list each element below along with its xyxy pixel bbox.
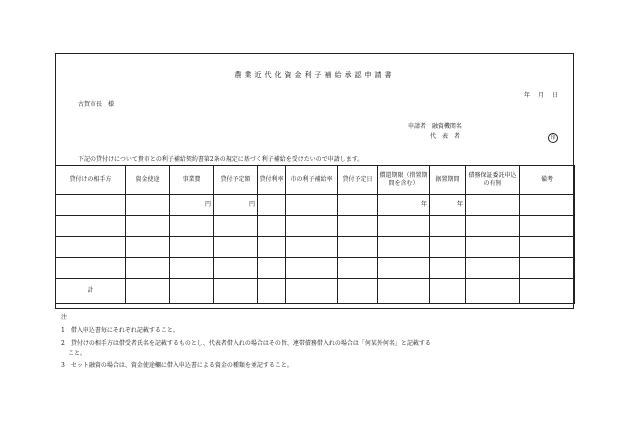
table-cell	[430, 237, 466, 258]
table-cell	[56, 216, 126, 237]
table-row	[56, 258, 575, 279]
table-cell	[126, 237, 170, 258]
table-cell	[214, 258, 258, 279]
table-cell	[258, 195, 286, 216]
table-cell	[126, 279, 170, 304]
table-cell	[286, 195, 338, 216]
table-row	[56, 195, 575, 216]
table-cell	[378, 237, 430, 258]
table-cell	[170, 237, 214, 258]
table-cell	[430, 258, 466, 279]
table-cell	[430, 279, 466, 304]
header-repayment-term: 償還期限（措置期間を含む）	[378, 166, 430, 195]
table-cell	[214, 279, 258, 304]
table-cell	[258, 237, 286, 258]
table-cell	[520, 279, 575, 304]
table-cell	[378, 258, 430, 279]
application-form	[55, 53, 574, 309]
table-cell	[126, 195, 170, 216]
addressee: 古賀市長 様	[78, 101, 115, 108]
representative-label: 代表者	[430, 133, 467, 140]
header-project-cost: 事業費	[170, 166, 214, 195]
header-interest-rate: 貸付利率	[258, 166, 286, 195]
table-cell	[170, 279, 214, 304]
note-item-3: 3 セット融資の場合は、資金使途欄に借入申込書による資金の種類を並記すること。	[61, 362, 293, 369]
total-label: 計	[56, 279, 126, 304]
unit-year: 年	[430, 195, 466, 216]
header-remarks: 備考	[520, 166, 575, 195]
header-loan-amount: 貸付予定額	[214, 166, 258, 195]
table-cell	[430, 216, 466, 237]
note-item-1: 1 借入申込書毎にそれぞれ記載すること。	[61, 327, 179, 334]
table-cell	[214, 216, 258, 237]
unit-yen: 円	[170, 195, 214, 216]
table-cell	[56, 237, 126, 258]
form-title: 農業近代化資金利子補給承認申請書	[234, 71, 395, 79]
table-cell	[286, 237, 338, 258]
intro-text: 下記の貸付けについて貴市との利子補給契約書第2条の規定に基づく利子補給を受けたいので申請します。	[78, 156, 364, 163]
table-row	[56, 237, 575, 258]
table-cell	[258, 216, 286, 237]
table-cell	[520, 195, 575, 216]
date-line: 年 月 日	[523, 92, 559, 99]
header-grace-period: 据置期間	[430, 166, 466, 195]
seal-mark: 印	[548, 133, 558, 143]
table-cell	[466, 216, 520, 237]
table-cell	[466, 195, 520, 216]
table-cell	[378, 279, 430, 304]
notes-section	[61, 311, 431, 372]
table-total-row	[56, 279, 575, 304]
table-cell	[170, 258, 214, 279]
table-cell	[338, 258, 378, 279]
table-cell	[378, 216, 430, 237]
loan-table	[55, 165, 575, 304]
applicant-label: 申請者	[408, 123, 427, 130]
note-item-2: 2 貸付けの相手方は借受者氏名を記載するものとし、代表者借入れの場合はその旨、連帯債務借入れの場合は「何某外何名」と記載する	[61, 340, 431, 347]
table-cell	[170, 216, 214, 237]
applicant-block	[408, 122, 466, 142]
table-cell	[338, 195, 378, 216]
header-purpose: 資金使途	[126, 166, 170, 195]
note-item-2-continued: こと。	[68, 350, 87, 357]
notes-heading: 注	[61, 314, 68, 321]
table-cell	[286, 216, 338, 237]
table-cell	[56, 258, 126, 279]
table-cell	[286, 258, 338, 279]
table-cell	[214, 237, 258, 258]
table-cell	[338, 279, 378, 304]
table-cell	[258, 279, 286, 304]
table-row	[56, 216, 575, 237]
header-subsidy-rate: 市の利子補給率	[286, 166, 338, 195]
applicant-org-label: 融資機関名	[431, 123, 462, 130]
table-header-row	[56, 166, 575, 195]
table-cell	[258, 258, 286, 279]
unit-yen: 円	[214, 195, 258, 216]
table-cell	[338, 237, 378, 258]
table-cell	[286, 279, 338, 304]
table-cell	[466, 279, 520, 304]
table-cell	[520, 216, 575, 237]
table-cell	[466, 258, 520, 279]
header-loan-date: 貸付予定日	[338, 166, 378, 195]
unit-year: 年	[378, 195, 430, 216]
table-cell	[126, 258, 170, 279]
table-cell	[520, 237, 575, 258]
header-guarantee: 債務保証委託申込の有無	[466, 166, 520, 195]
header-borrower: 貸付けの相手方	[56, 166, 126, 195]
table-cell	[520, 258, 575, 279]
table-cell	[56, 195, 126, 216]
table-cell	[126, 216, 170, 237]
table-cell	[338, 216, 378, 237]
table-cell	[466, 237, 520, 258]
